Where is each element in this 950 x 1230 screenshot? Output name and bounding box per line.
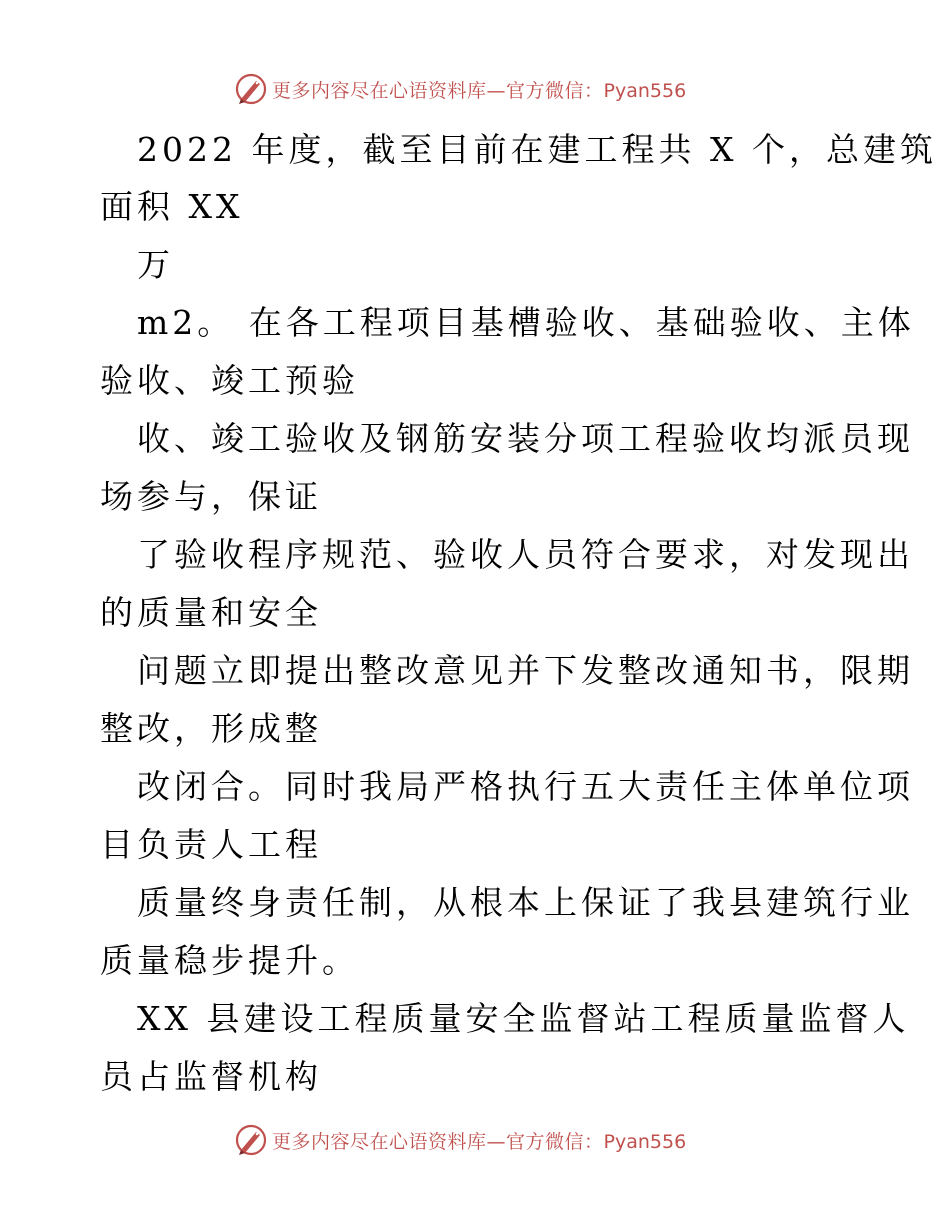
body-line-14: 质量终身责任制，从根本上保证了我县建筑行业 [137,883,914,922]
body-line-8: 了验收程序规范、验收人员符合要求，对发现出 [137,535,914,574]
body-line-12: 改闭合。同时我局严格执行五大责任主体单位项 [137,767,914,806]
pen-logo-icon [234,1123,268,1157]
watermark-label: 更多内容尽在心语资料库—官方微信： [272,1130,604,1153]
body-line-2: 面积 XX [100,187,244,226]
body-line-17: 员占监督机构 [100,1057,322,1096]
body-line-15: 质量稳步提升。 [100,941,359,980]
body-line-10: 问题立即提出整改意见并下发整改通知书，限期 [137,651,914,690]
body-line-5: 验收、竣工预验 [100,361,359,400]
watermark-footer [234,1123,686,1157]
body-line-1: 2022 年度，截至目前在建工程共 X 个，总建筑 [137,130,937,169]
body-line-11: 整改，形成整 [100,709,322,748]
body-line-4: m2。 在各工程项目基槽验收、基础验收、主体 [137,303,915,342]
watermark-wechat-id: Pyan556 [603,1130,687,1153]
watermark-wechat-id: Pyan556 [603,79,687,102]
body-line-9: 的质量和安全 [100,593,322,632]
body-line-13: 目负责人工程 [100,825,322,864]
watermark-label: 更多内容尽在心语资料库—官方微信： [272,79,604,102]
body-line-7: 场参与，保证 [100,477,322,516]
body-line-16: XX 县建设工程质量安全监督站工程质量监督人 [137,999,910,1038]
body-line-6: 收、竣工验收及钢筋安装分项工程验收均派员现 [137,419,914,458]
body-line-3: 万 [137,245,174,284]
watermark-text [272,1127,686,1154]
